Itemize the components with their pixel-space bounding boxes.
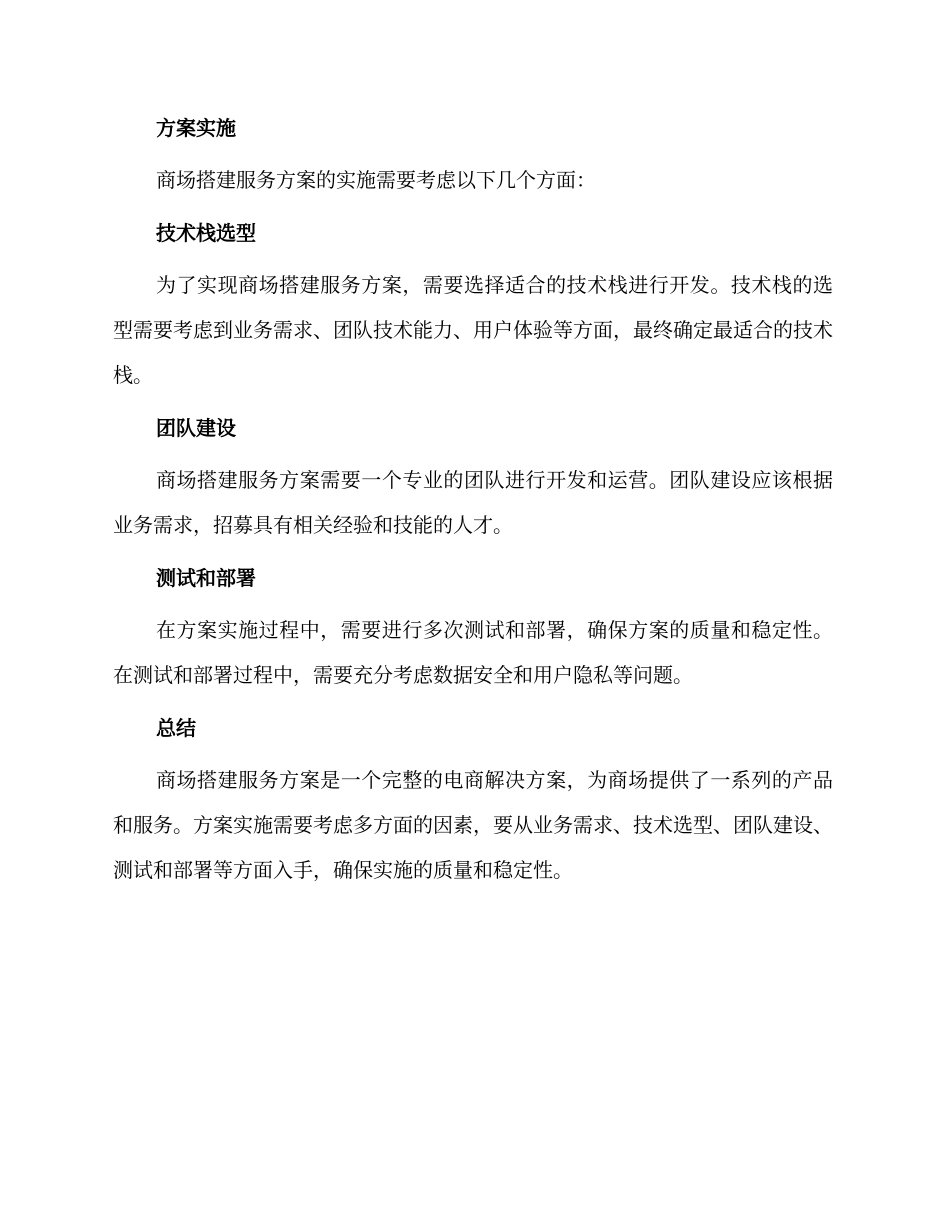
section-heading-summary: 总结 [156, 716, 196, 740]
section-body-implementation: 商场搭建服务方案的实施需要考虑以下几个方面： [156, 168, 596, 192]
section-body-summary: 商场搭建服务方案是一个完整的电商解决方案，为商场提供了一系列的产品和服务。方案实施需要考虑多方面的因素，要从业务需求、技术选型、团队建设、测试和部署等方面入手，确保实施的质量和稳定性。 [113, 768, 833, 882]
section-body-testing: 在方案实施过程中，需要进行多次测试和部署，确保方案的质量和稳定性。在测试和部署过程中，需要充分考虑数据安全和用户隐私等问题。 [113, 618, 833, 687]
document-page [113, 112, 833, 893]
section-heading-team: 团队建设 [156, 416, 236, 440]
section-heading-testing: 测试和部署 [156, 566, 256, 590]
section-heading-tech-stack: 技术栈选型 [156, 221, 256, 245]
section-body-tech-stack: 为了实现商场搭建服务方案，需要选择适合的技术栈进行开发。技术栈的选型需要考虑到业务需求、团队技术能力、用户体验等方面，最终确定最适合的技术栈。 [113, 273, 833, 387]
section-body-team: 商场搭建服务方案需要一个专业的团队进行开发和运营。团队建设应该根据业务需求，招募具有相关经验和技能的人才。 [113, 468, 833, 537]
section-heading-implementation: 方案实施 [156, 116, 236, 140]
